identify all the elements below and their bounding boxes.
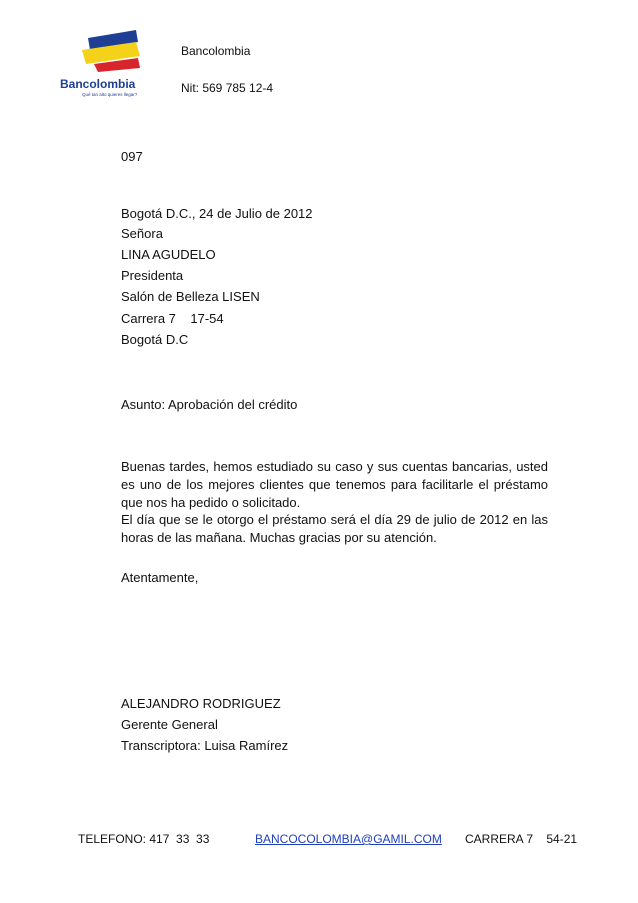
- company-nit: Nit: 569 785 12-4: [181, 81, 274, 95]
- recipient-address: Carrera 7 17-54: [121, 311, 224, 326]
- recipient-name: LINA AGUDELO: [121, 247, 216, 262]
- bancolombia-logo: [58, 28, 144, 98]
- closing: Atentamente,: [121, 570, 199, 585]
- company-name: Bancolombia: [181, 44, 251, 58]
- reference-number: 097: [121, 149, 143, 164]
- date-line: Bogotá D.C., 24 de Julio de 2012: [121, 206, 313, 221]
- recipient-title: Presidenta: [121, 268, 184, 283]
- footer-email-link[interactable]: BANCOCOLOMBIA@GAMIL.COM: [255, 832, 442, 846]
- footer-address: CARRERA 7 54-21: [465, 832, 578, 846]
- logo-tagline: Qué tan alto quieres llegar?: [82, 92, 138, 97]
- recipient-company: Salón de Belleza LISEN: [121, 289, 260, 304]
- salutation: Señora: [121, 226, 163, 241]
- body-paragraph-1: Buenas tardes, hemos estudiado su caso y sus cuentas bancarias, usted es uno de los mejores clientes que tenemos para facilitarle el préstamo que nos ha pedido o solicitado.: [121, 459, 548, 510]
- subject-line: Asunto: Aprobación del crédito: [121, 397, 298, 412]
- recipient-city: Bogotá D.C: [121, 332, 189, 347]
- transcriber-line: Transcriptora: Luisa Ramírez: [121, 738, 289, 753]
- body-paragraph-2: El día que se le otorgo el préstamo será el día 29 de julio de 2012 en las horas de las mañana. Muchas gracias por su atención.: [121, 512, 548, 545]
- logo-text: Bancolombia: [60, 77, 136, 91]
- footer-phone: TELEFONO: 417 33 33: [78, 832, 210, 846]
- signer-name: ALEJANDRO RODRIGUEZ: [121, 696, 281, 711]
- signer-title: Gerente General: [121, 717, 218, 732]
